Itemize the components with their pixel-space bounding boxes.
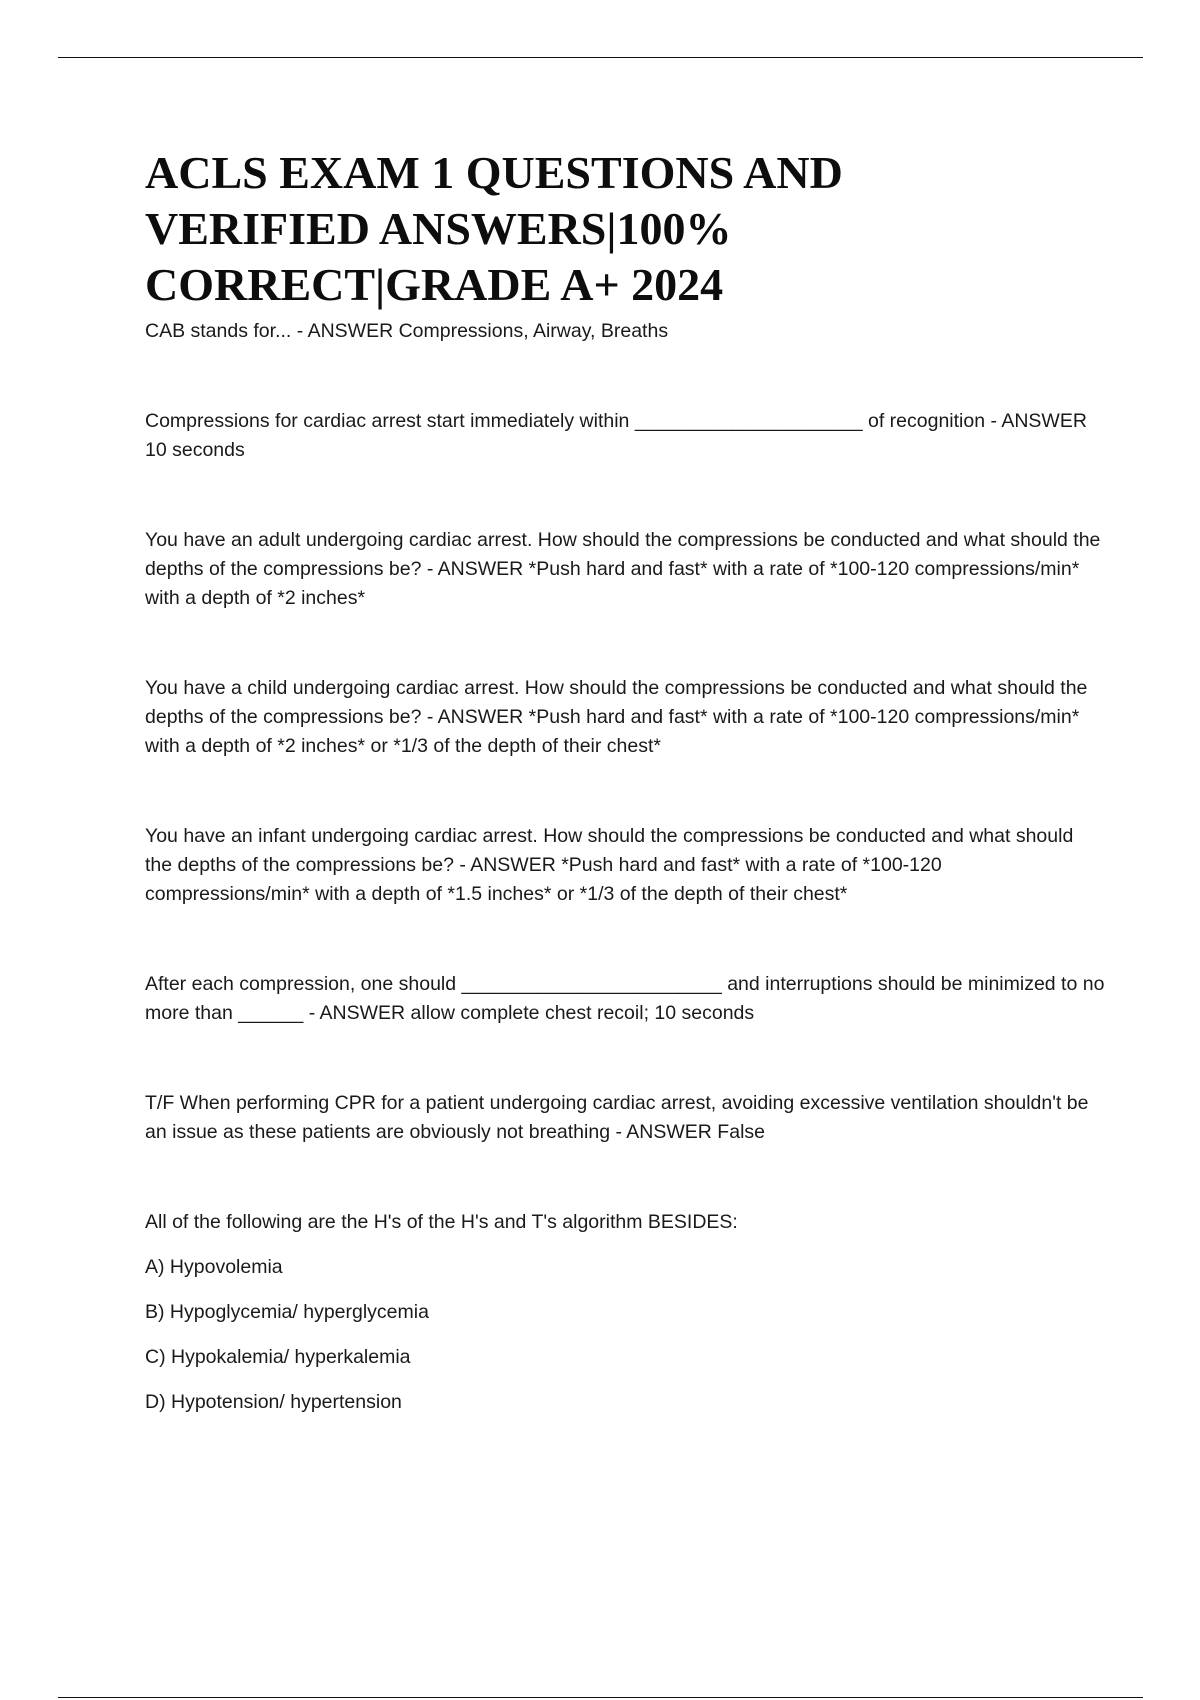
mcq-option: B) Hypoglycemia/ hyperglycemia xyxy=(145,1301,429,1323)
qa-item: Compressions for cardiac arrest start immediately within _____________________ of recognition - ANSWER 10 seconds xyxy=(145,410,1087,461)
document-title xyxy=(145,145,1105,313)
multiple-choice-question xyxy=(145,1208,1105,1417)
top-divider xyxy=(58,57,1143,58)
qa-item: You have an infant undergoing cardiac arrest. How should the compressions be conducted and what should the depths of the compressions be? - ANSWER *Push hard and fast* with a rate of *100-120 compressions/min* with a depth of *1.5 inches* or *1/3 of the depth of their chest* xyxy=(145,825,1074,905)
qa-item: CAB stands for... - ANSWER Compressions, Airway, Breaths xyxy=(145,320,669,342)
mcq-option: A) Hypovolemia xyxy=(145,1256,283,1278)
title-line: CORRECT|GRADE A+ 2024 xyxy=(145,259,724,310)
title-line: VERIFIED ANSWERS|100% xyxy=(145,203,732,254)
mcq-question: All of the following are the H's of the H's and T's algorithm BESIDES: xyxy=(145,1211,738,1233)
mcq-option: C) Hypokalemia/ hyperkalemia xyxy=(145,1346,411,1368)
mcq-option: D) Hypotension/ hypertension xyxy=(145,1391,402,1413)
qa-item: T/F When performing CPR for a patient undergoing cardiac arrest, avoiding excessive ventilation shouldn't be an issue as these patients are obviously not breathing - ANSWER False xyxy=(145,1092,1089,1143)
document-body xyxy=(145,145,1105,1417)
qa-item: After each compression, one should ________________________ and interruptions should be minimized to no more than ______ - ANSWER allow complete chest recoil; 10 seconds xyxy=(145,973,1105,1024)
bottom-divider xyxy=(58,1697,1143,1698)
title-line: ACLS EXAM 1 QUESTIONS AND xyxy=(145,147,843,198)
qa-item: You have a child undergoing cardiac arrest. How should the compressions be conducted and what should the depths of the compressions be? - ANSWER *Push hard and fast* with a rate of *100-120 compressions/min* with a depth of *2 inches* or *1/3 of the depth of their chest* xyxy=(145,677,1088,757)
qa-item: You have an adult undergoing cardiac arrest. How should the compressions be conducted and what should the depths of the compressions be? - ANSWER *Push hard and fast* with a rate of *100-120 compressions/min* with a depth of *2 inches* xyxy=(145,529,1101,609)
